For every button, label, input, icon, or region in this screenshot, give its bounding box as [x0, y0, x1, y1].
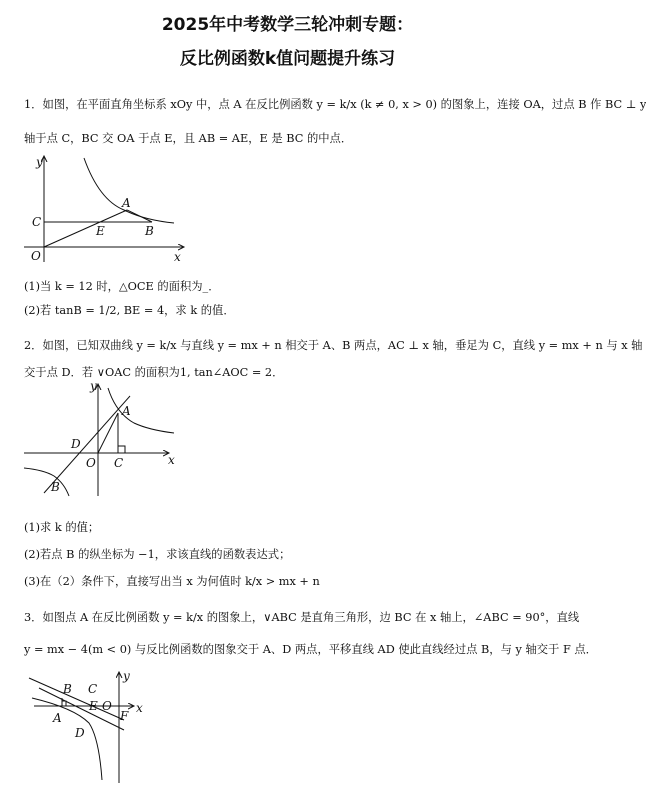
- q2-label-C: C: [114, 456, 124, 470]
- q3-label-E: E: [89, 699, 98, 713]
- q2-part3: (3)在（2）条件下，直接写出当 x 为何值时 k/x > mx + n: [24, 575, 320, 588]
- q2-line-AB: [44, 396, 130, 493]
- q1-label-y: y: [36, 155, 43, 169]
- q2-label-x: x: [168, 453, 175, 467]
- q1-label-A: A: [122, 196, 131, 210]
- q3-label-F: F: [120, 709, 129, 723]
- q1-label-x: x: [174, 250, 181, 264]
- q3-right-angle-mark: [62, 701, 66, 706]
- q3-figure: [24, 668, 164, 783]
- q2-label-O: O: [86, 456, 96, 470]
- page-title: 2025年中考数学三轮冲刺专题：: [161, 15, 414, 35]
- q1-statement-line1: 1．如图，在平面直角坐标系 xOy 中，点 A 在反比例函数 y = k/x (k ≠ 0, x > 0) 的图象上，连接 OA，过点 B 作 BC ⊥ y: [24, 98, 646, 111]
- q1-hyperbola-curve: [84, 158, 174, 223]
- q3-label-O: O: [102, 699, 112, 713]
- q1-line-AB: [127, 210, 152, 222]
- q3-label-B: B: [63, 682, 72, 696]
- q1-part2: (2)若 tanB = 1/2, BE = 4，求 k 的值．: [24, 304, 235, 317]
- q3-label-y: y: [123, 669, 130, 683]
- q2-part2: (2)若点 B 的纵坐标为 −1，求该直线的函数表达式；: [24, 548, 291, 561]
- q3-statement-line2: y = mx − 4(m < 0) 与反比例函数的图象交于 A、D 两点，平移直线 AD 使此直线经过点 B，与 y 轴交于 F 点．: [24, 643, 597, 656]
- q1-label-E: E: [96, 224, 105, 238]
- q2-figure: [24, 378, 184, 498]
- q1-label-C: C: [32, 215, 42, 229]
- q3-label-D: D: [75, 726, 85, 740]
- q2-label-B: B: [51, 480, 60, 494]
- q2-right-angle-mark: [118, 446, 125, 453]
- q2-line-OA: [98, 413, 118, 453]
- q2-statement-line1: 2．如图，已知双曲线 y = k/x 与直线 y = mx + n 相交于 A、B 两点，AC ⊥ x 轴，垂足为 C，直线 y = mx + n 与 x 轴: [24, 339, 643, 352]
- q2-statement-line2: 交于点 D．若 ∨OAC 的面积为1, tan∠AOC = 2．: [24, 366, 284, 379]
- q1-label-O: O: [31, 249, 41, 263]
- q2-label-D: D: [71, 437, 81, 451]
- q1-label-B: B: [145, 224, 154, 238]
- q1-part1: (1)当 k = 12 时，△OCE 的面积为_．: [24, 280, 220, 293]
- q2-label-A: A: [122, 404, 131, 418]
- q1-statement-line2: 轴于点 C，BC 交 OA 于点 E，且 AB = AE，E 是 BC 的中点．: [24, 132, 353, 145]
- q3-statement-line1: 3．如图点 A 在反比例函数 y = k/x 的图象上，∨ABC 是直角三角形，边 BC 在 x 轴上，∠ABC = 90°，直线: [24, 611, 580, 624]
- q3-label-C: C: [88, 682, 98, 696]
- q2-label-y: y: [90, 379, 97, 393]
- q3-label-A: A: [53, 711, 62, 725]
- page-subtitle: 反比例函数k值问题提升练习: [179, 49, 396, 69]
- q2-part1: (1)求 k 的值；: [24, 521, 100, 534]
- q1-figure: [24, 150, 194, 265]
- q1-line-OA: [44, 210, 127, 247]
- q3-label-x: x: [136, 701, 143, 715]
